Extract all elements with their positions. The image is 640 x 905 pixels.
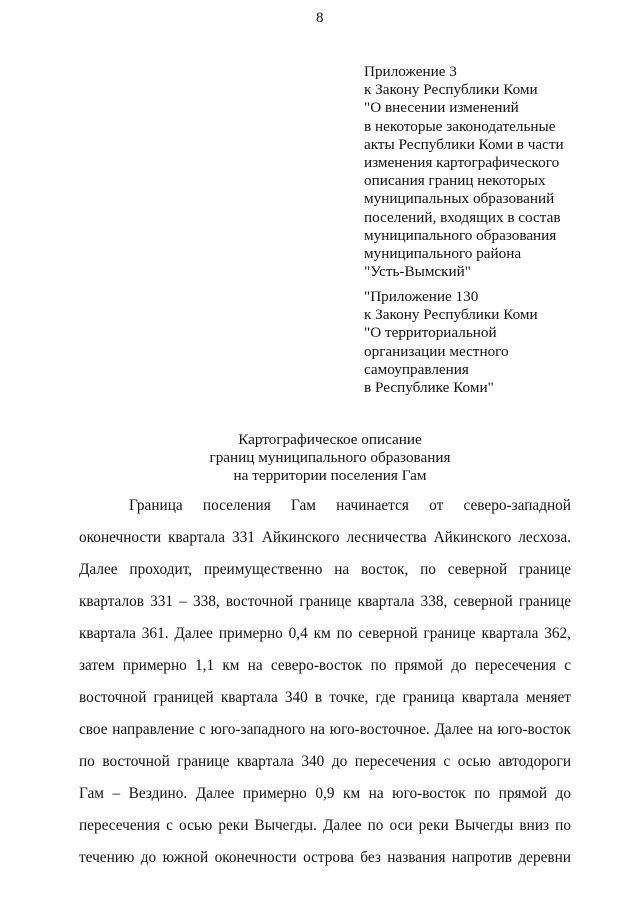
body-line: течению до южной оконечности острова без названия напротив деревни: [79, 849, 571, 866]
body-line: затем примерно 1,1 км на северо-восток по прямой до пересечения с: [79, 657, 571, 674]
body-line: по восточной границе квартала 340 до пересечения с осью автодороги: [79, 753, 571, 770]
body-line: Гам – Вездино. Далее примерно 0,9 км на юго-восток по прямой до: [79, 785, 571, 802]
appendix-3-line: Приложение 3: [364, 63, 457, 80]
appendix-3-line: поселений, входящих в состав: [364, 208, 561, 226]
body-line: свое направление с юго-западного на юго-восточное. Далее на юго-восток: [79, 721, 571, 738]
appendix-130-line: "О территориальной: [364, 324, 497, 342]
appendix-3-line: муниципального образования: [364, 226, 557, 244]
appendix-130-line: "Приложение 130: [364, 288, 479, 305]
appendix-3-line: к Закону Республики Коми: [364, 81, 538, 99]
appendix-3-line: муниципального района: [364, 245, 522, 263]
body-line: оконечности квартала 331 Айкинского лесничества Айкинского лесхоза.: [79, 529, 571, 546]
appendix-130-line: в Республике Коми": [364, 379, 494, 397]
appendix-3-line: муниципальных образований: [364, 190, 555, 208]
title-line: границ муниципального образования: [209, 449, 451, 466]
title-line: Картографическое описание: [238, 431, 422, 448]
body-line: квартала 361. Далее примерно 0,4 км по северной границе квартала 362,: [79, 625, 571, 642]
appendix-130-line: самоуправления: [364, 360, 469, 378]
appendix-3-header: [364, 63, 624, 281]
body-line: Граница поселения Гам начинается от северо-западной: [129, 497, 571, 514]
document-title: [180, 431, 480, 485]
appendix-3-line: акты Республики Коми в части: [364, 135, 564, 153]
appendix-3-line: описания границ некоторых: [364, 172, 546, 190]
page-number: 8: [316, 10, 324, 26]
body-paragraph: [79, 490, 571, 874]
appendix-130-line: к Закону Республики Коми: [364, 306, 538, 324]
appendix-130-line: организации местного: [364, 342, 509, 360]
body-line: пересечения с осью реки Вычегды. Далее по оси реки Вычегды вниз по: [79, 817, 571, 834]
appendix-3-line: "О внесении изменений: [364, 99, 519, 117]
appendix-130-header: [364, 288, 624, 397]
body-line: восточной границей квартала 340 в точке, где граница квартала меняет: [79, 689, 571, 706]
appendix-3-line: в некоторые законодательные: [364, 117, 556, 135]
body-line: Далее проходит, преимущественно на восток, по северной границе: [79, 561, 571, 578]
appendix-3-line: "Усть-Вымский": [364, 263, 472, 281]
appendix-3-line: изменения картографического: [364, 154, 560, 172]
body-line: кварталов 331 – 338, восточной границе квартала 338, северной границе: [79, 593, 571, 610]
title-line: на территории поселения Гам: [233, 467, 427, 484]
